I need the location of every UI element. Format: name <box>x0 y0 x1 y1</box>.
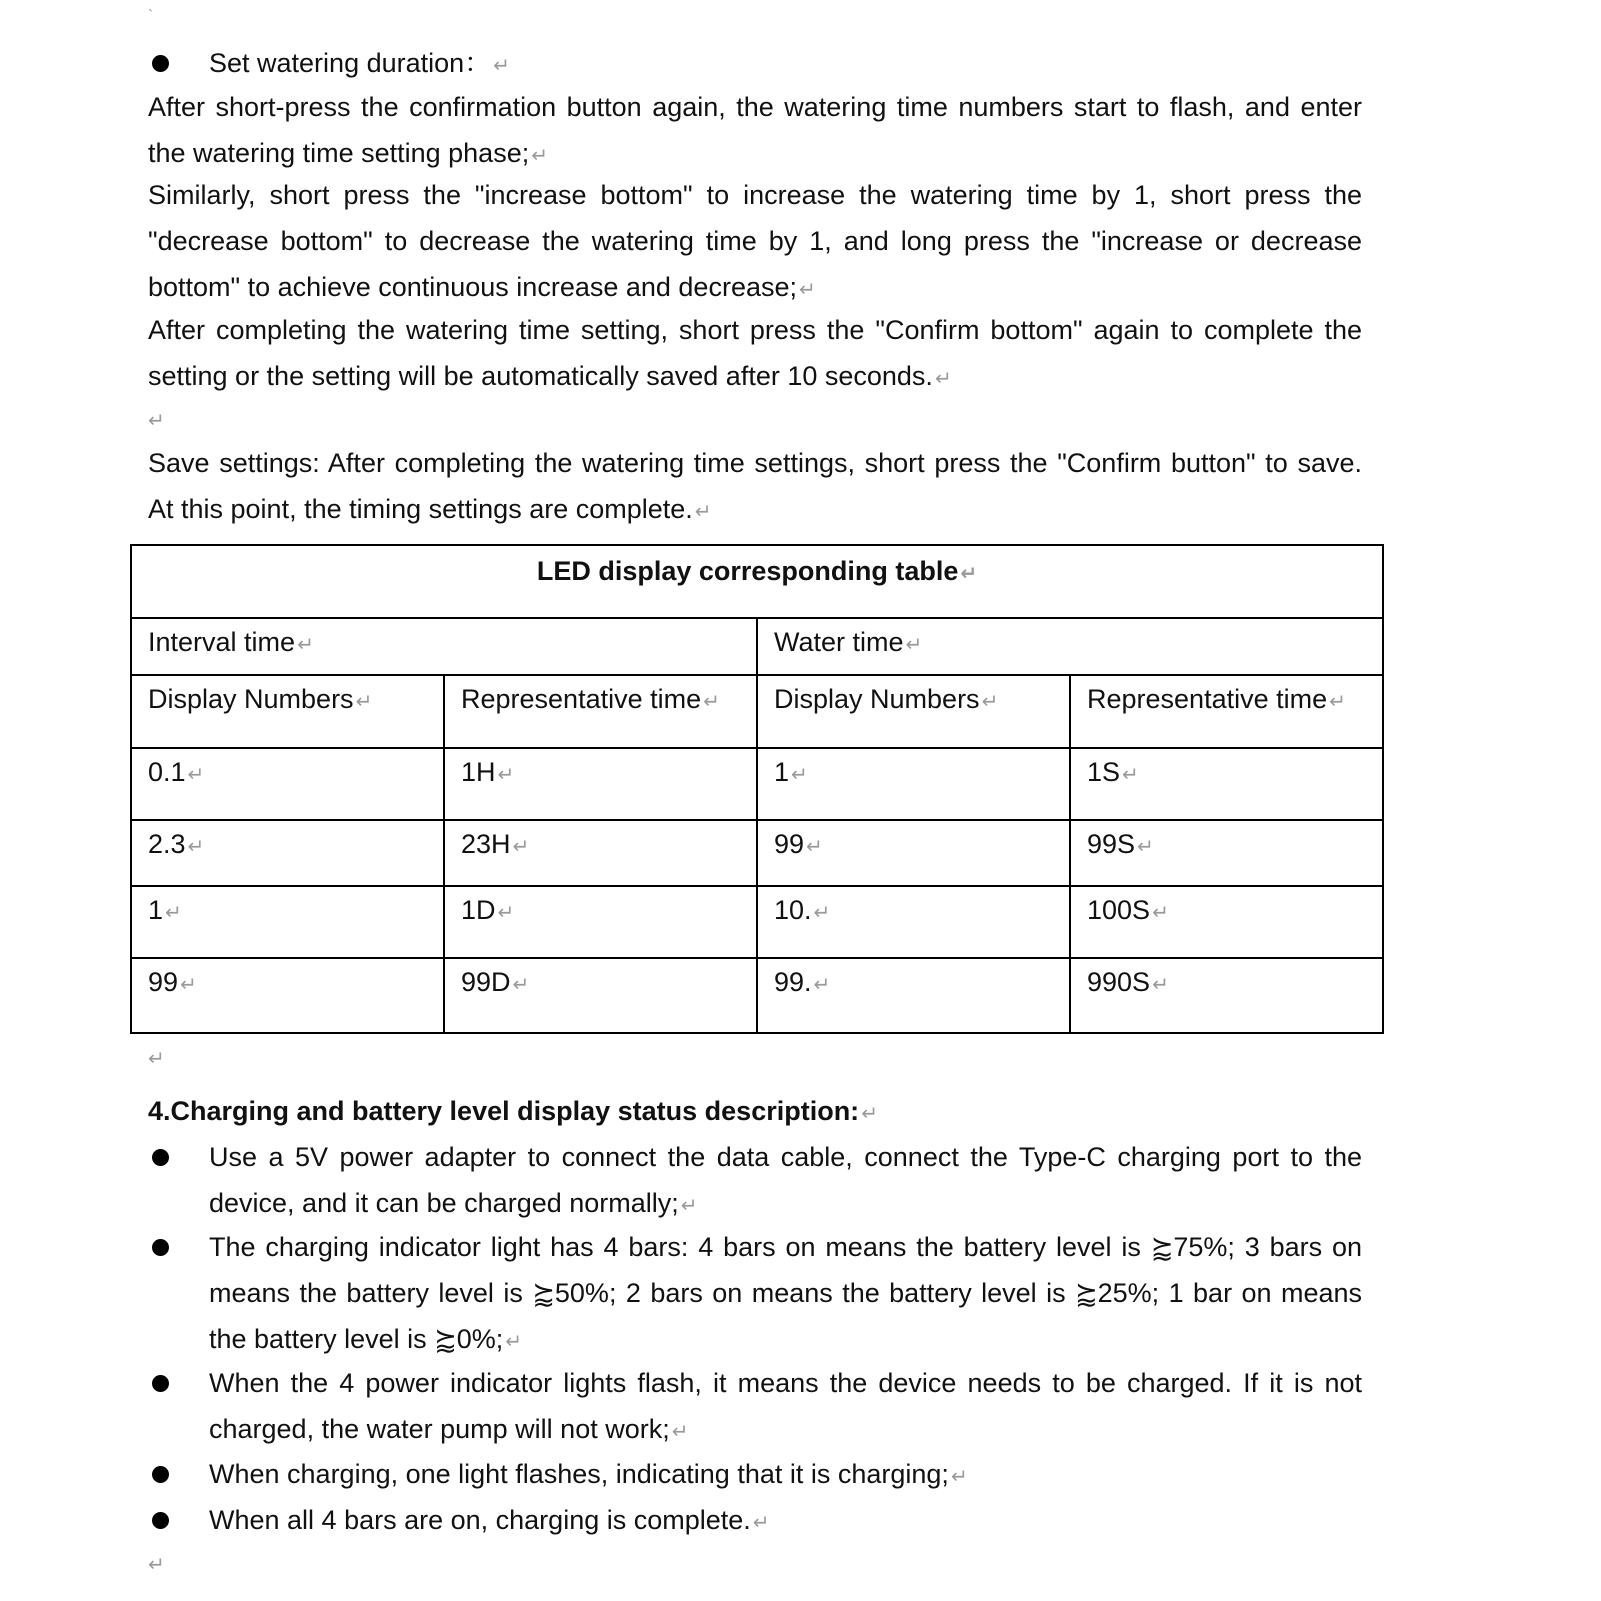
cell-text: 99. <box>774 967 812 997</box>
column-header-text: Representative time <box>461 684 702 714</box>
table-caption <box>131 545 1383 618</box>
column-header-text: Display Numbers <box>774 684 980 714</box>
empty-paragraph-mark: ↵ <box>148 1048 165 1070</box>
list-item <box>148 1224 1362 1365</box>
group-header-water <box>757 618 1383 675</box>
table-cell <box>444 958 757 1033</box>
cell-text: 100S <box>1087 895 1151 925</box>
bullet-set-watering-duration <box>148 40 1362 89</box>
table-cell <box>131 958 444 1033</box>
table-cell <box>757 886 1070 958</box>
paragraph-text: After short-press the confirmation button again, the watering time numbers start to flash, and enter the watering time setting phase; <box>148 92 1362 168</box>
table-caption-text: LED display corresponding table <box>536 556 959 586</box>
cell-mark: ↵ <box>297 634 314 656</box>
empty-paragraph-mark: ↵ <box>148 410 165 432</box>
cell-text: 99S <box>1087 829 1136 859</box>
paragraph-mark: ↵ <box>505 1331 523 1353</box>
table-cell <box>1070 820 1383 886</box>
cell-text: 99 <box>148 967 179 997</box>
bullet-dot <box>152 55 169 72</box>
column-header <box>757 675 1070 748</box>
table-cell <box>131 748 444 820</box>
cell-text: 1 <box>148 895 164 925</box>
list-item <box>148 1134 1362 1229</box>
table-cell <box>1070 886 1383 958</box>
table-cell <box>1070 958 1383 1033</box>
cell-mark: ↵ <box>813 974 831 996</box>
cell-text: 1 <box>774 757 790 787</box>
corner-mark: ` <box>148 8 154 25</box>
table-cell <box>444 820 757 886</box>
cell-mark: ↵ <box>905 634 923 656</box>
list-item <box>148 1360 1362 1455</box>
bullet-dot <box>152 1375 169 1392</box>
bullet-text: When charging, one light flashes, indicating that it is charging; <box>209 1459 949 1489</box>
table-cell <box>757 958 1070 1033</box>
cell-text: 2.3 <box>148 829 186 859</box>
cell-mark: ↵ <box>512 974 530 996</box>
paragraph-1 <box>148 84 1362 179</box>
cell-mark: ↵ <box>180 974 197 996</box>
list-item <box>148 1497 1362 1546</box>
paragraph-mark: ↵ <box>671 1421 689 1443</box>
cell-mark: ↵ <box>355 691 373 713</box>
cell-mark: ↵ <box>1152 902 1169 924</box>
paragraph-text: After completing the watering time setting, short press the "Confirm bottom" again to complete the setting or the setting will be automatically saved after 10 seconds. <box>148 315 1362 391</box>
paragraph-mark: ↵ <box>694 501 712 523</box>
table-row <box>131 748 1383 820</box>
cell-mark: ↵ <box>703 691 720 713</box>
paragraph-mark: ↵ <box>752 1512 770 1534</box>
cell-text: 99 <box>774 829 805 859</box>
group-header-text: Water time <box>774 627 904 657</box>
section-4-heading <box>148 1088 1362 1137</box>
table-cell <box>131 820 444 886</box>
paragraph-mark: ↵ <box>680 1195 698 1217</box>
cell-text: 1H <box>461 757 496 787</box>
cell-mark: ↵ <box>806 836 823 858</box>
table-cell <box>131 886 444 958</box>
column-header <box>1070 675 1383 748</box>
paragraph-mark: ↵ <box>493 55 510 77</box>
table-cell <box>1070 748 1383 820</box>
cell-mark: ↵ <box>497 902 515 924</box>
table-cell <box>757 820 1070 886</box>
cell-mark: ↵ <box>813 902 831 924</box>
cell-text: 0.1 <box>148 757 186 787</box>
bullet-text: Use a 5V power adapter to connect the data cable, connect the Type-C charging port to the device, and it can be charged normally; <box>209 1142 1362 1218</box>
table-row <box>131 958 1383 1033</box>
group-header-interval <box>131 618 757 675</box>
cell-mark: ↵ <box>187 836 205 858</box>
cell-mark: ↵ <box>187 764 205 786</box>
group-header-text: Interval time <box>148 627 296 657</box>
table-row <box>131 820 1383 886</box>
paragraph-mark: ↵ <box>934 368 952 390</box>
cell-text: 1S <box>1087 757 1121 787</box>
cell-mark: ↵ <box>1329 691 1346 713</box>
cell-text: 990S <box>1087 967 1151 997</box>
paragraph-mark: ↵ <box>531 145 548 167</box>
paragraph-2 <box>148 172 1362 313</box>
bullet-dot <box>152 1149 169 1166</box>
column-header <box>444 675 757 748</box>
bullet-text: The charging indicator light has 4 bars: 4 bars on means the battery level is ⪸75%; 3 bars on means the battery level is ⪸50%; 2 bars on means the battery level is ⪸25%; 1 bar on means the battery level is ⪸0%; <box>209 1232 1362 1354</box>
cell-mark: ↵ <box>1152 974 1169 996</box>
column-header-text: Display Numbers <box>148 684 354 714</box>
led-display-table <box>130 544 1384 1034</box>
paragraph-4 <box>148 440 1362 535</box>
cell-mark: ↵ <box>512 836 530 858</box>
cell-text: 10. <box>774 895 812 925</box>
bullet-text: When all 4 bars are on, charging is complete. <box>209 1505 751 1535</box>
cell-mark: ↵ <box>1137 836 1154 858</box>
bullet-dot <box>152 1239 169 1256</box>
cell-mark: ↵ <box>981 691 999 713</box>
list-item <box>148 1451 1362 1500</box>
paragraph-mark: ↵ <box>799 279 816 301</box>
paragraph-text: Similarly, short press the "increase bottom" to increase the watering time by 1, short press the "decrease bottom" to decrease the watering time by 1, and long press the "increase or decrease bottom" to achieve continuous increase and decrease; <box>148 180 1362 302</box>
column-header <box>131 675 444 748</box>
cell-mark: ↵ <box>791 764 808 786</box>
table-cell <box>444 748 757 820</box>
cell-mark: ↵ <box>165 902 182 924</box>
column-header-text: Representative time <box>1087 684 1328 714</box>
table-cell <box>444 886 757 958</box>
paragraph-mark: ↵ <box>861 1103 878 1125</box>
cell-mark: ↵ <box>497 764 515 786</box>
paragraph-mark: ↵ <box>950 1466 968 1488</box>
paragraph-text: Save settings: After completing the watering time settings, short press the "Confirm button" to save. At this point, the timing settings are complete. <box>148 448 1362 524</box>
cell-mark: ↵ <box>1122 764 1139 786</box>
table-cell <box>757 748 1070 820</box>
paragraph-3 <box>148 307 1362 402</box>
bullet-dot <box>152 1512 169 1529</box>
cell-text: 1D <box>461 895 496 925</box>
cell-mark: ↵ <box>960 563 978 585</box>
table-row <box>131 886 1383 958</box>
bullet-text: Set watering duration： <box>209 48 492 78</box>
cell-text: 23H <box>461 829 511 859</box>
heading-text: 4.Charging and battery level display status description: <box>148 1096 860 1126</box>
bullet-text: When the 4 power indicator lights flash, it means the device needs to be charged. If it is not charged, the water pump will not work; <box>209 1368 1362 1444</box>
cell-text: 99D <box>461 967 511 997</box>
bullet-dot <box>152 1466 169 1483</box>
empty-paragraph-mark: ↵ <box>148 1554 165 1576</box>
